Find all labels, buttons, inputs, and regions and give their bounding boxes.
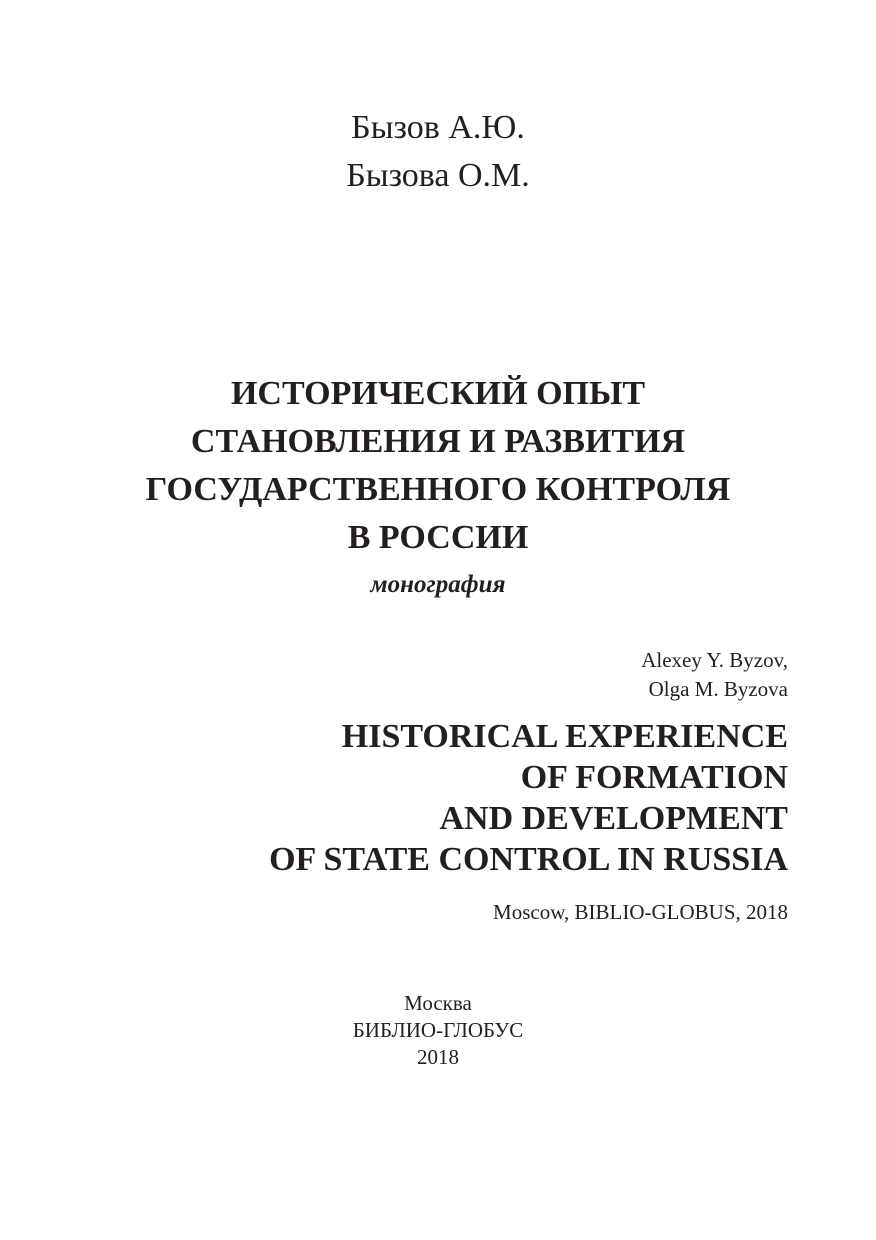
en-title-line-1: HISTORICAL EXPERIENCE: [341, 718, 788, 755]
en-book-title: [269, 716, 788, 880]
ru-authors: [0, 104, 876, 200]
ru-genre: монография: [370, 571, 506, 598]
en-author-1: Alexey Y. Byzov,: [641, 648, 788, 672]
en-title-line-4: OF STATE CONTROL IN RUSSIA: [269, 841, 788, 878]
ru-title-line-1: ИСТОРИЧЕСКИЙ ОПЫТ: [230, 375, 646, 412]
ru-author-2: Бызова О.М.: [346, 157, 530, 194]
ru-title-line-2: СТАНОВЛЕНИЯ И РАЗВИТИЯ: [190, 423, 686, 460]
ru-imprint: [0, 990, 876, 1071]
ru-imprint-publisher: БИБЛИО-ГЛОБУС: [352, 1018, 524, 1042]
ru-imprint-year: 2018: [417, 1045, 459, 1069]
ru-imprint-city: Москва: [404, 991, 472, 1015]
ru-title-line-4: В РОССИИ: [347, 519, 529, 556]
ru-author-1: Бызов А.Ю.: [351, 109, 525, 146]
ru-book-title: [0, 370, 876, 562]
en-authors: [641, 646, 788, 704]
en-author-2: Olga M. Byzova: [648, 677, 788, 701]
en-title-line-2: OF FORMATION: [520, 759, 788, 796]
en-title-line-3: AND DEVELOPMENT: [439, 800, 788, 837]
ru-title-line-3: ГОСУДАРСТВЕННОГО КОНТРОЛЯ: [145, 471, 731, 508]
en-imprint: Moscow, BIBLIO-GLOBUS, 2018: [493, 900, 788, 924]
